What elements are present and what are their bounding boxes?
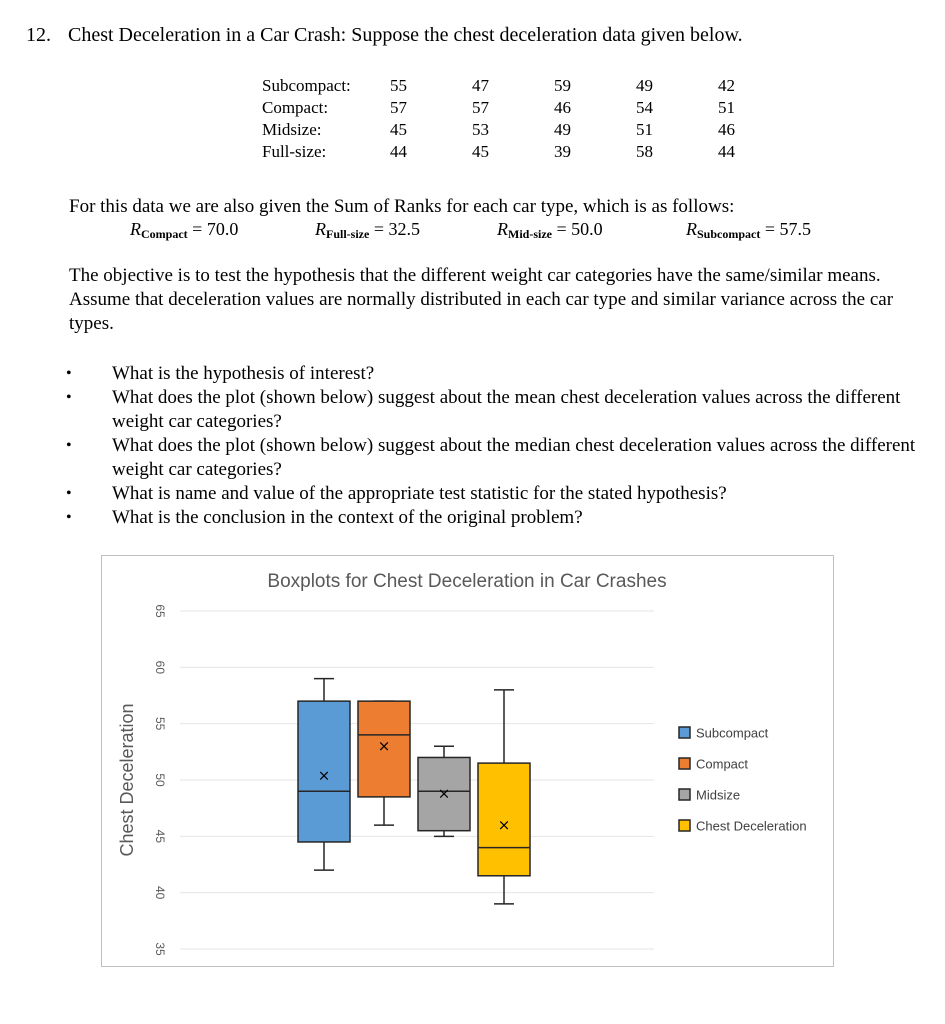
- rank-subcompact: $R_{Subcompact} = 57.5$: [686, 219, 811, 241]
- row-label: Midsize:: [262, 120, 322, 139]
- table-cell: 39: [554, 142, 571, 161]
- chart-title: Boxplots for Chest Deceleration in Car Crashes: [267, 571, 667, 592]
- question-title: Chest Deceleration in a Car Crash: Suppose the chest deceleration data given below.: [68, 24, 743, 46]
- rank-full-size: $R_{Full-size} = 32.5$: [315, 219, 420, 241]
- table-cell: 57: [390, 98, 407, 117]
- y-axis-label: Chest Deceleration: [117, 703, 137, 857]
- y-tick-label: 55: [153, 716, 167, 731]
- table-cell: 55: [390, 76, 407, 95]
- list-item: • What is name and value of the appropriate test statistic for the stated hypothesis?: [66, 483, 727, 504]
- bullet-icon: •: [66, 509, 72, 526]
- deceleration-data-table: [262, 75, 800, 163]
- table-cell: 47: [472, 76, 489, 95]
- bullet-icon: •: [66, 365, 72, 382]
- row-label: Full-size:: [262, 142, 327, 161]
- table-cell: 53: [472, 120, 489, 139]
- list-item: • What is the conclusion in the context of the original problem?: [66, 507, 583, 528]
- table-cell: 45: [390, 120, 407, 139]
- y-tick-label: 60: [153, 660, 167, 675]
- row-label: Compact:: [262, 98, 329, 117]
- boxplot-chart: [101, 555, 834, 967]
- table-cell: 42: [718, 76, 735, 95]
- bullet-icon: •: [66, 485, 72, 502]
- objective-paragraph: The objective is to test the hypothesis that the different weight car categories have the same/similar means. Assume that deceleration values are normally distributed in each car type and similar variance across the car types.: [69, 265, 894, 334]
- mean-marker: ×: [377, 737, 391, 756]
- table-cell: 57: [472, 98, 489, 117]
- table-cell: 58: [636, 142, 653, 161]
- y-tick-label: 65: [153, 604, 167, 618]
- legend-swatch: [679, 820, 690, 831]
- table-cell: 45: [472, 142, 489, 161]
- question-number: 12.: [26, 24, 51, 46]
- rank-mid-size: $R_{Mid-size} = 50.0$: [497, 219, 603, 241]
- legend-swatch: [679, 789, 690, 800]
- table-cell: 44: [718, 142, 735, 161]
- y-tick-label: 50: [153, 773, 167, 787]
- table-cell: 59: [554, 76, 571, 95]
- bullet-icon: •: [66, 437, 72, 454]
- list-item: • What does the plot (shown below) suggest about the median chest deceleration values across the different weight car categories?: [66, 435, 916, 480]
- legend-label: Chest Deceleration: [696, 818, 807, 834]
- table-row: [262, 75, 800, 97]
- table-row: [262, 141, 800, 163]
- legend-label: Subcompact: [696, 725, 769, 741]
- table-cell: 54: [636, 98, 653, 117]
- bullet-icon: •: [66, 389, 72, 406]
- mean-marker: ×: [317, 766, 331, 785]
- list-item: • What is the hypothesis of interest?: [66, 363, 375, 384]
- y-tick-label: 45: [153, 829, 167, 844]
- question-list: [48, 362, 918, 530]
- boxplot-svg: [102, 556, 833, 966]
- y-tick-label: 40: [153, 885, 167, 900]
- sum-of-ranks: [0, 219, 945, 243]
- legend-swatch: [679, 758, 690, 769]
- table-cell: 51: [718, 98, 735, 117]
- y-tick-label: 35: [153, 942, 167, 956]
- list-item: • What does the plot (shown below) suggest about the mean chest deceleration values across the different weight car categories?: [66, 387, 901, 432]
- legend-label: Midsize: [696, 787, 741, 803]
- question-heading: [26, 24, 743, 47]
- legend-swatch: [679, 727, 690, 738]
- table-cell: 46: [718, 120, 735, 139]
- table-row: [262, 119, 800, 141]
- table-cell: 49: [554, 120, 571, 139]
- rank-compact: $R_{Compact} = 70.0$: [130, 219, 239, 241]
- ranks-intro-text: For this data we are also given the Sum of Ranks for each car type, which is as follows:: [69, 196, 735, 217]
- legend-label: Compact: [696, 756, 749, 772]
- table-cell: 46: [554, 98, 571, 117]
- row-label: Subcompact:: [262, 76, 351, 95]
- table-cell: 49: [636, 76, 653, 95]
- table-row: [262, 97, 800, 119]
- table-cell: 44: [390, 142, 407, 161]
- table-cell: 51: [636, 120, 653, 139]
- mean-marker: ×: [437, 784, 451, 803]
- mean-marker: ×: [497, 816, 511, 835]
